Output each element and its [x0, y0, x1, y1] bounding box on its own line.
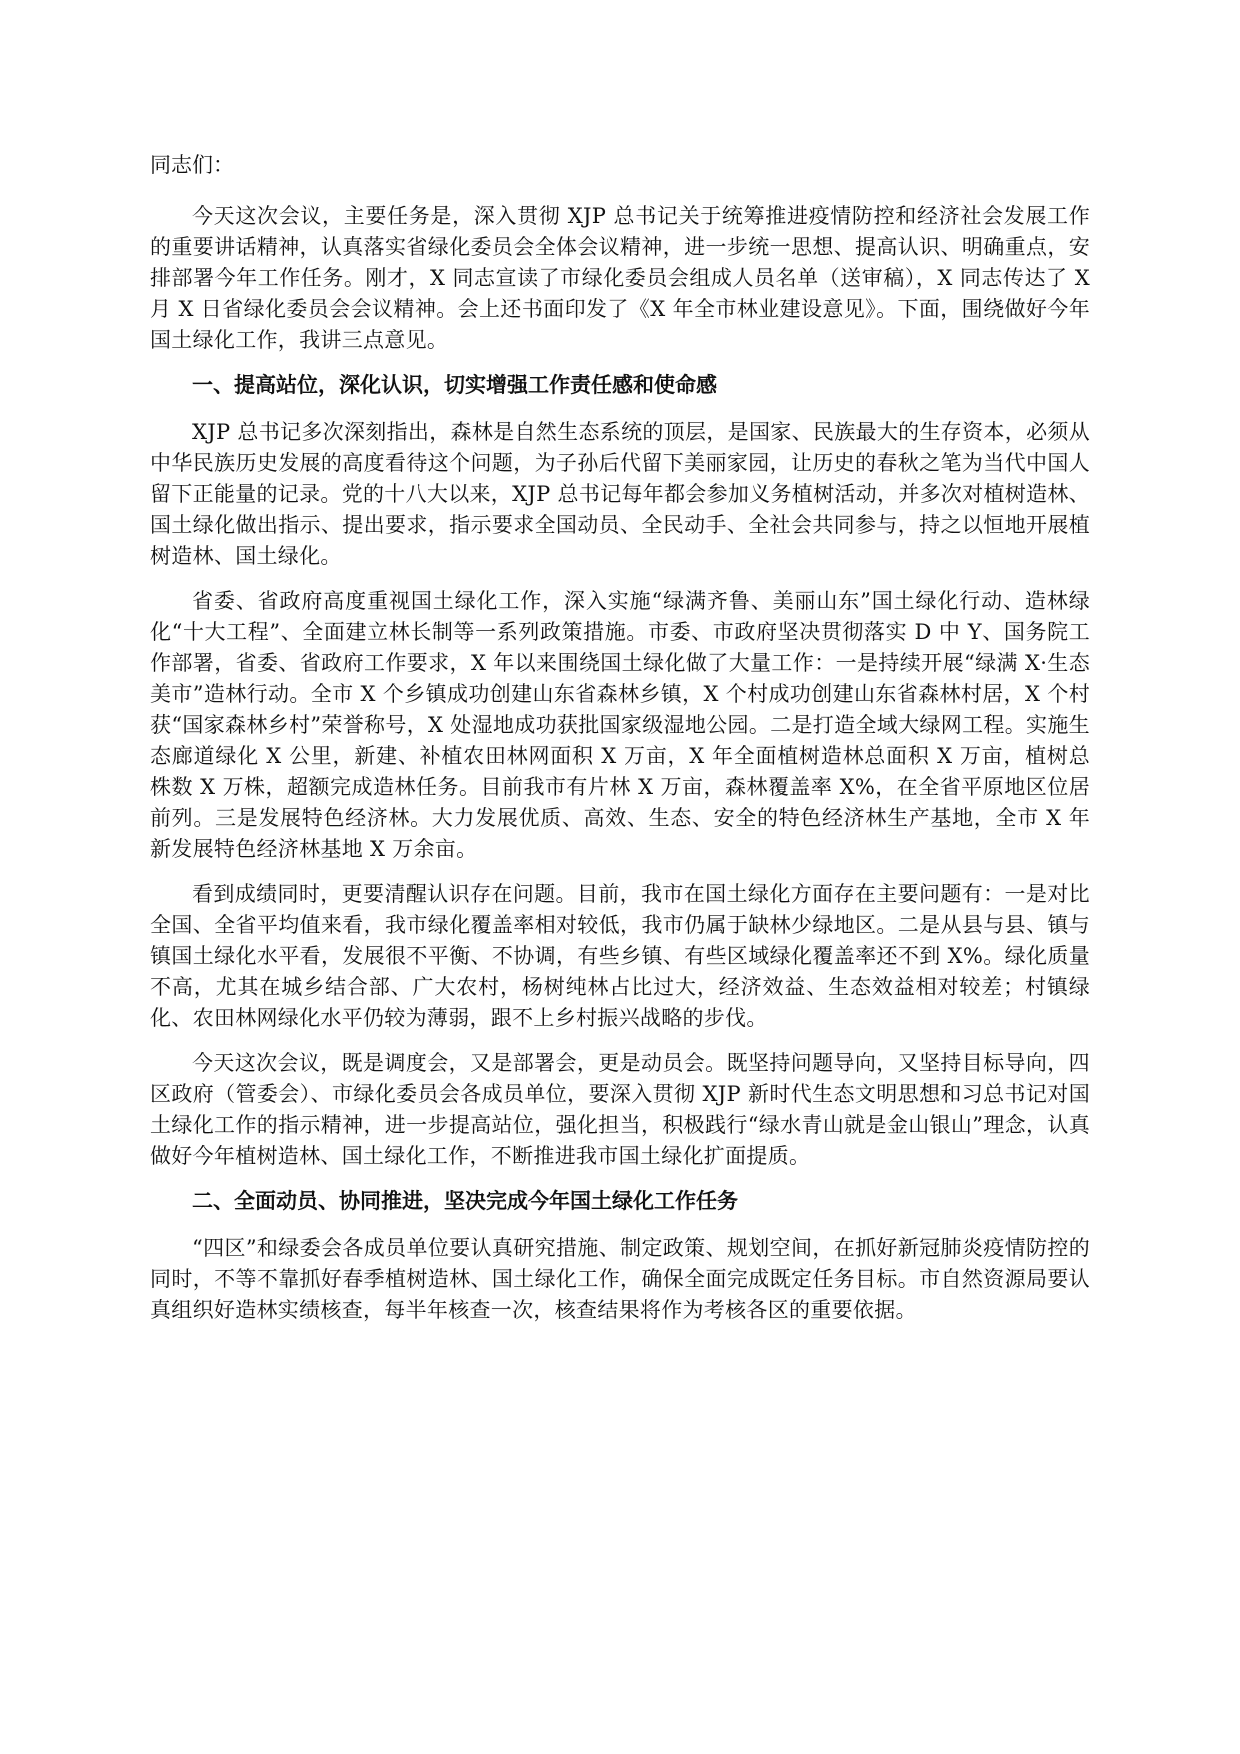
paragraph: 省委、省政府高度重视国土绿化工作，深入实施“绿满齐鲁、美丽山东”国土绿化行动、造林绿化“十大工程”、全面建立林长制等一系列政策措施。市委、市政府坚决贯彻落实 D 中 Y、国务院工作部署，省委、省政府工作要求，X 年以来围绕国土绿化做了大量工作：一是持续开展“绿满 X·生态美市”造林行动。全市 X 个乡镇成功创建山东省森林乡镇，X 个村成功创建山东省森林村居，X 个村获“国家森林乡村”荣誉称号，X 处湿地成功获批国家级湿地公园。二是打造全域大绿网工程。实施生态廊道绿化 X 公里，新建、补植农田林网面积 X 万亩，X 年全面植树造林总面积 X 万亩，植树总株数 X 万株，超额完成造林任务。目前我市有片林 X 万亩，森林覆盖率 X%，在全省平原地区位居前列。三是发展特色经济林。大力发展优质、高效、生态、安全的特色经济林生产基地，全市 X 年新发展特色经济林基地 X 万余亩。	[150, 589, 1090, 861]
salutation: 同志们：	[150, 153, 234, 177]
section-heading-2: 二、全面动员、协同推进，坚决完成今年国土绿化工作任务	[192, 1189, 738, 1213]
document-page	[150, 150, 1090, 1340]
paragraph: “四区”和绿委会各成员单位要认真研究措施、制定政策、规划空间，在抓好新冠肺炎疫情防控的同时，不等不靠抓好春季植树造林、国土绿化工作，确保全面完成既定任务目标。市自然资源局要认真组织好造林实绩核查，每半年核查一次，核查结果将作为考核各区的重要依据。	[150, 1236, 1090, 1322]
paragraph: 看到成绩同时，更要清醒认识存在问题。目前，我市在国土绿化方面存在主要问题有：一是对比全国、全省平均值来看，我市绿化覆盖率相对较低，我市仍属于缺林少绿地区。二是从县与县、镇与镇国土绿化水平看，发展很不平衡、不协调，有些乡镇、有些区域绿化覆盖率还不到 X%。绿化质量不高，尤其在城乡结合部、广大农村，杨树纯林占比过大，经济效益、生态效益相对较差；村镇绿化、农田林网绿化水平仍较为薄弱，跟不上乡村振兴战略的步伐。	[150, 882, 1090, 1030]
paragraph: 今天这次会议，既是调度会，又是部署会，更是动员会。既坚持问题导向，又坚持目标导向，四区政府（管委会）、市绿化委员会各成员单位，要深入贯彻 XJP 新时代生态文明思想和习总书记对国土绿化工作的指示精神，进一步提高站位，强化担当，积极践行“绿水青山就是金山银山”理念，认真做好今年植树造林、国土绿化工作，不断推进我市国土绿化扩面提质。	[150, 1051, 1090, 1168]
paragraph: XJP 总书记多次深刻指出，森林是自然生态系统的顶层，是国家、民族最大的生存资本，必须从中华民族历史发展的高度看待这个问题，为子孙后代留下美丽家园，让历史的春秋之笔为当代中国人留下正能量的记录。党的十八大以来，XJP 总书记每年都会参加义务植树活动，并多次对植树造林、国土绿化做出指示、提出要求，指示要求全国动员、全民动手、全社会共同参与，持之以恒地开展植树造林、国土绿化。	[150, 420, 1090, 568]
paragraph-intro: 今天这次会议，主要任务是，深入贯彻 XJP 总书记关于统筹推进疫情防控和经济社会发展工作的重要讲话精神，认真落实省绿化委员会全体会议精神，进一步统一思想、提高认识、明确重点，安排部署今年工作任务。刚才，X 同志宣读了市绿化委员会组成人员名单（送审稿），X 同志传达了 X 月 X 日省绿化委员会会议精神。会上还书面印发了《X 年全市林业建设意见》。下面，围绕做好今年国土绿化工作，我讲三点意见。	[150, 204, 1090, 352]
section-heading-1: 一、提高站位，深化认识，切实增强工作责任感和使命感	[192, 373, 717, 397]
